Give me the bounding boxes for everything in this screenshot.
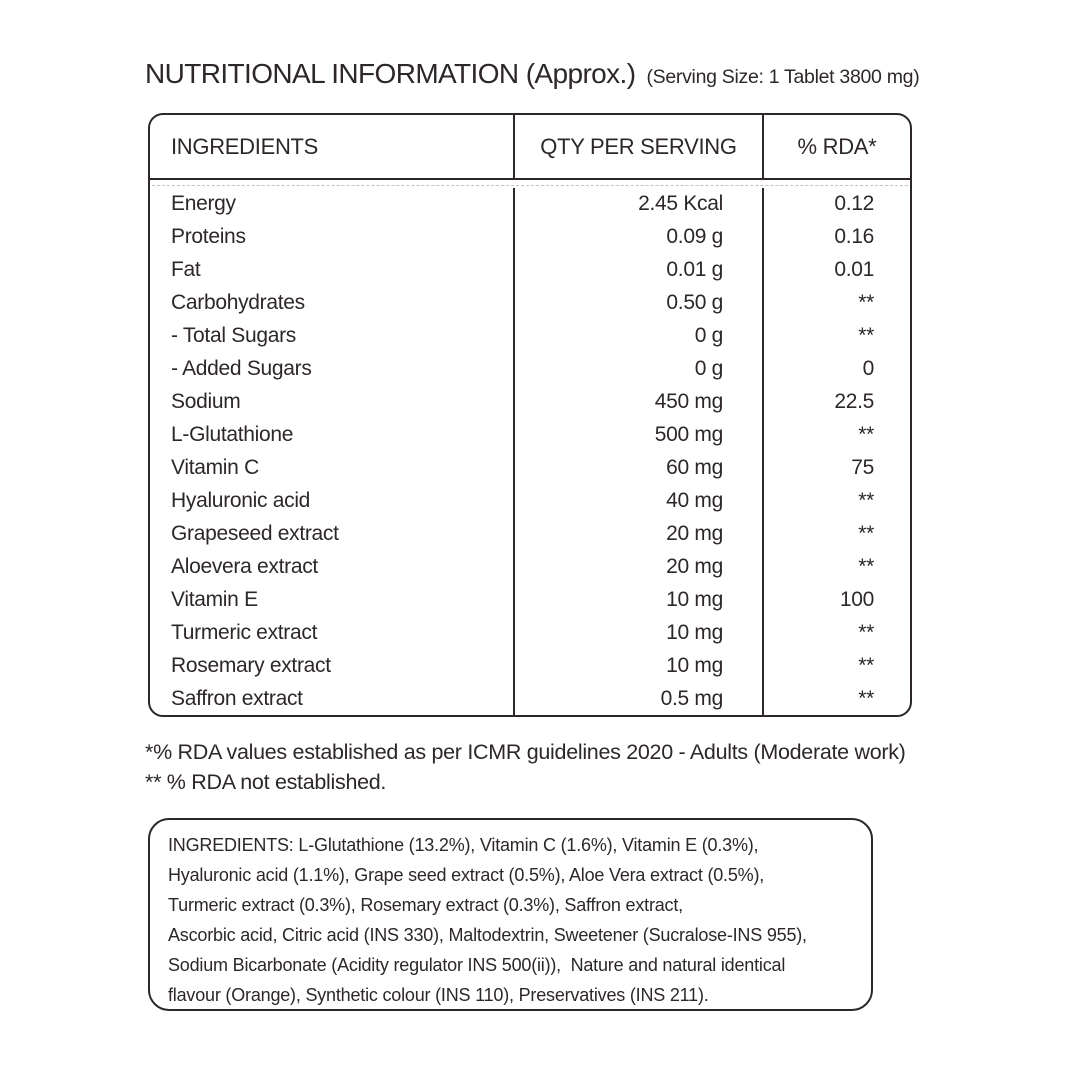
ingredients-line: Ascorbic acid, Citric acid (INS 330), Maltodextrin, Sweetener (Sucralose-INS 955), (168, 925, 807, 945)
ingredient-cell: Vitamin C (171, 455, 259, 479)
footnote-rda-not-established: ** % RDA not established. (145, 769, 387, 794)
table-row (150, 188, 910, 221)
nutrition-table (148, 113, 912, 717)
ingredients-line: Hyaluronic acid (1.1%), Grape seed extract (0.5%), Aloe Vera extract (0.5%), (168, 865, 765, 885)
qty-cell: 40 mg (513, 484, 762, 517)
page-title (145, 58, 919, 90)
rda-cell: ** (762, 682, 910, 715)
table-row (150, 419, 910, 452)
qty-cell: 0 g (513, 320, 762, 353)
ingredient-cell: - Added Sugars (171, 357, 312, 381)
table-body (150, 188, 910, 715)
header-dashed-divider (152, 185, 908, 186)
ingredient-cell: Carbohydrates (171, 291, 305, 315)
column-header-qty: QTY PER SERVING (513, 115, 762, 178)
rda-cell: ** (762, 484, 910, 517)
rda-cell: 22.5 (762, 386, 910, 419)
ingredient-cell: Sodium (171, 390, 241, 414)
ingredient-cell: Saffron extract (171, 686, 303, 710)
table-row (150, 353, 910, 386)
ingredient-cell: L-Glutathione (171, 423, 294, 447)
ingredients-line: Turmeric extract (0.3%), Rosemary extract (0.3%), Saffron extract, (168, 895, 683, 915)
qty-cell: 10 mg (513, 649, 762, 682)
column-header-ingredients: INGREDIENTS (171, 133, 319, 159)
qty-cell: 450 mg (513, 386, 762, 419)
qty-cell: 0.5 mg (513, 682, 762, 715)
table-row (150, 320, 910, 353)
table-row (150, 221, 910, 254)
table-row (150, 254, 910, 287)
rda-cell: ** (762, 320, 910, 353)
rda-cell: ** (762, 419, 910, 452)
ingredient-cell: Rosemary extract (171, 653, 331, 677)
qty-cell: 500 mg (513, 419, 762, 452)
qty-cell: 0.09 g (513, 221, 762, 254)
qty-cell: 0.50 g (513, 287, 762, 320)
rda-cell: 0.01 (762, 254, 910, 287)
rda-cell: ** (762, 649, 910, 682)
table-row (150, 287, 910, 320)
footnote-rda-established: *% RDA values established as per ICMR guidelines 2020 - Adults (Moderate work) (145, 740, 906, 764)
rda-cell: ** (762, 550, 910, 583)
qty-cell: 10 mg (513, 583, 762, 616)
qty-cell: 20 mg (513, 550, 762, 583)
ingredient-cell: Vitamin E (171, 587, 258, 611)
rda-cell: 100 (762, 583, 910, 616)
page-title-main: NUTRITIONAL INFORMATION (Approx.) (145, 58, 636, 89)
qty-cell: 2.45 Kcal (513, 188, 762, 221)
ingredient-cell: Fat (171, 258, 201, 282)
table-row (150, 616, 910, 649)
qty-cell: 0 g (513, 353, 762, 386)
rda-cell: 0.16 (762, 221, 910, 254)
table-header-row (150, 115, 910, 180)
ingredients-line: flavour (Orange), Synthetic colour (INS 110), Preservatives (INS 211). (168, 985, 709, 1005)
ingredients-list-box (148, 818, 873, 1011)
rda-cell: 75 (762, 452, 910, 485)
table-row (150, 517, 910, 550)
ingredient-cell: Energy (171, 192, 236, 216)
qty-cell: 10 mg (513, 616, 762, 649)
table-row (150, 649, 910, 682)
table-row (150, 386, 910, 419)
table-row (150, 682, 910, 715)
rda-cell: ** (762, 517, 910, 550)
rda-footnotes (145, 738, 906, 797)
serving-size-text: (Serving Size: 1 Tablet 3800 mg) (646, 66, 920, 88)
rda-cell: ** (762, 287, 910, 320)
table-row (150, 583, 910, 616)
rda-cell: ** (762, 616, 910, 649)
table-row (150, 452, 910, 485)
column-header-rda: % RDA* (762, 115, 910, 178)
ingredient-cell: Turmeric extract (171, 620, 318, 644)
qty-cell: 60 mg (513, 452, 762, 485)
rda-cell: 0 (762, 353, 910, 386)
ingredient-cell: Proteins (171, 225, 246, 249)
table-row (150, 484, 910, 517)
ingredients-line: Sodium Bicarbonate (Acidity regulator INS 500(ii)), Nature and natural identical (168, 955, 786, 975)
ingredient-cell: Grapeseed extract (171, 521, 339, 545)
table-row (150, 550, 910, 583)
ingredient-cell: Aloevera extract (171, 554, 318, 578)
qty-cell: 0.01 g (513, 254, 762, 287)
ingredients-line: INGREDIENTS: L-Glutathione (13.2%), Vitamin C (1.6%), Vitamin E (0.3%), (168, 835, 759, 855)
qty-cell: 20 mg (513, 517, 762, 550)
ingredient-cell: - Total Sugars (171, 324, 296, 348)
rda-cell: 0.12 (762, 188, 910, 221)
ingredient-cell: Hyaluronic acid (171, 488, 311, 512)
